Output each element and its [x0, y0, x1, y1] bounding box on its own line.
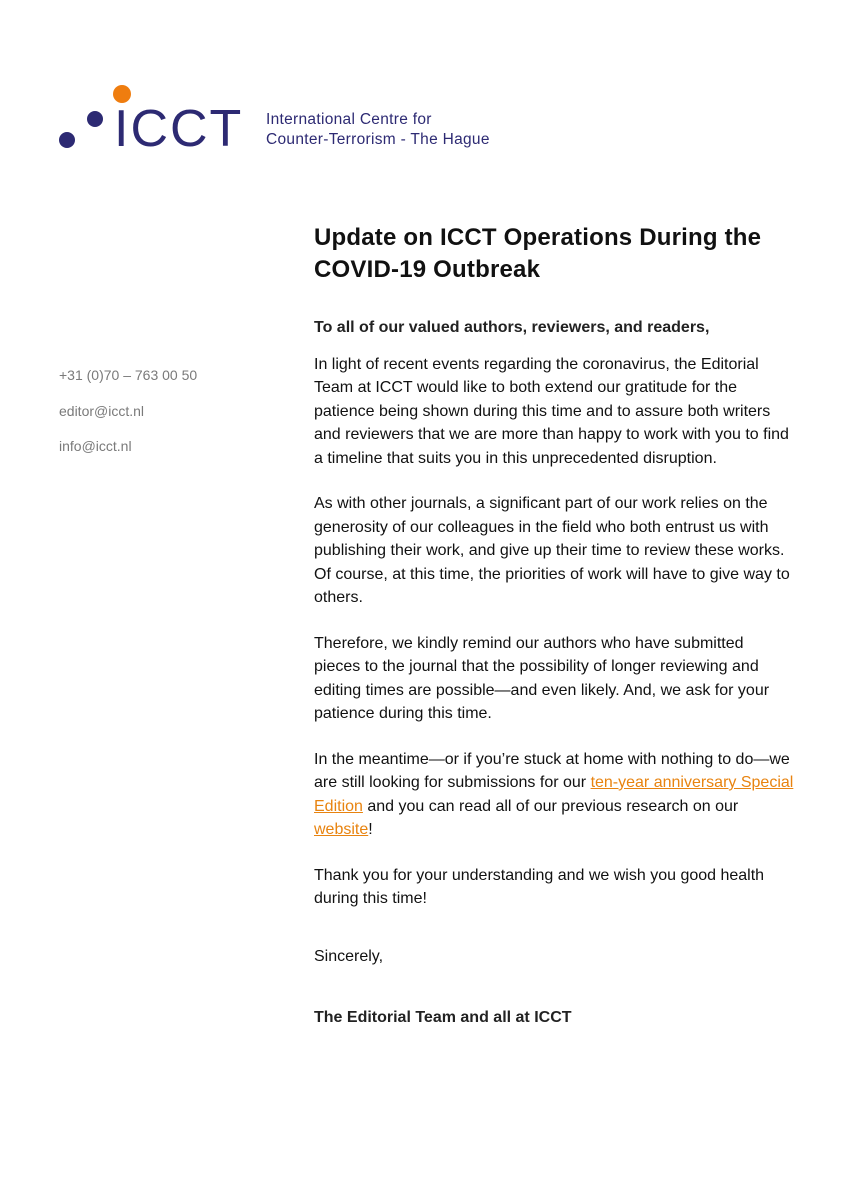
organization-name	[266, 110, 490, 150]
paragraph-4	[314, 748, 794, 842]
paragraph-4-text-a: In the meantime—or if you’re stuck at home with nothing to do—we are still looking for submissions for our	[314, 750, 790, 791]
letter-closing: Sincerely,	[314, 947, 384, 965]
organization-name-line2: Counter-Terrorism - The Hague	[266, 131, 490, 148]
paragraph-4-text-b: and you can read all of our previous research on our	[362, 797, 739, 815]
paragraph-3: Therefore, we kindly remind our authors who have submitted pieces to the journal that the possibility of longer reviewing and editing times are possible—and even likely. And, we ask for your patience during this time.	[314, 634, 770, 722]
logo-dot-medium-navy	[87, 111, 103, 127]
logo-dot-small-navy	[59, 132, 75, 148]
paragraph-4-text-c: !	[368, 821, 373, 838]
paragraph-1: In light of recent events regarding the coronavirus, the Editorial Team at ICCT would like to both extend our gratitude for the patience being shown during this time and to assure both writers and reviewers that we are more than happy to work with you to find a timeline that suits you in this unprecedented disruption.	[314, 355, 789, 467]
letter-signature: The Editorial Team and all at ICCT	[314, 1009, 572, 1026]
special-edition-link[interactable]: ten-year anniversary Special Edition	[314, 774, 794, 815]
letter-greeting: To all of our valued authors, reviewers, and readers,	[314, 319, 710, 336]
contact-details	[59, 367, 197, 474]
website-link[interactable]: website	[314, 821, 369, 838]
letterhead	[0, 0, 848, 170]
icct-logo	[56, 82, 256, 154]
organization-name-line1: International Centre for	[266, 111, 432, 128]
logo-wordmark: ICCT	[114, 100, 244, 154]
phone-number: +31 (0)70 – 763 00 50	[59, 367, 198, 383]
paragraph-2: As with other journals, a significant part of our work relies on the generosity of our colleagues in the field who both entrust us with publishing their work, and give up their time to review these works. Of course, at this time, the priorities of work will have to give way to others.	[314, 495, 790, 606]
letter-title: Update on ICCT Operations During the COVID-19 Outbreak	[314, 224, 762, 283]
info-email: info@icct.nl	[59, 438, 132, 454]
paragraph-5: Thank you for your understanding and we wish you good health during this time!	[314, 866, 765, 907]
letter-body	[314, 222, 794, 1030]
editor-email: editor@icct.nl	[59, 402, 145, 419]
